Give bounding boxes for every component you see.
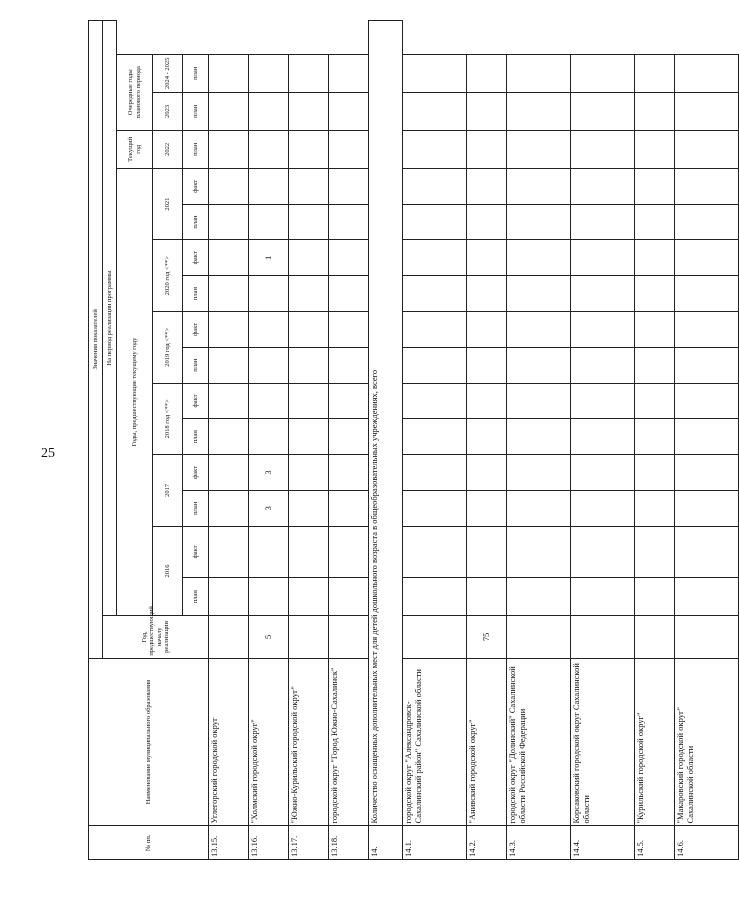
value-cell	[635, 578, 675, 616]
value-cell	[289, 383, 329, 419]
value-cell	[209, 578, 249, 616]
value-cell	[403, 168, 467, 204]
value-cell	[249, 578, 289, 616]
value-cell	[329, 383, 369, 419]
value-cell	[635, 526, 675, 577]
municipality-name: "Курильский городской округ"	[635, 658, 675, 826]
year-header: 2019 год <**>	[153, 312, 183, 384]
row-number: 14.1.	[403, 826, 467, 860]
section-title: Количество оснащенных дополнительных мест для детей дошкольного возраста в общеобразовательных учреждениях, всего	[369, 21, 403, 826]
value-cell	[635, 312, 675, 348]
row-number: 13.15.	[209, 826, 249, 860]
pre-year-value	[571, 616, 635, 659]
value-cell	[571, 383, 635, 419]
value-cell	[209, 168, 249, 204]
value-cell	[467, 490, 507, 526]
value-cell	[209, 455, 249, 491]
plan-header: план	[183, 204, 209, 240]
row-number: 14.4.	[571, 826, 635, 860]
plan-header: план	[183, 54, 209, 92]
value-cell	[209, 130, 249, 168]
value-cell	[467, 276, 507, 312]
table-row	[403, 21, 467, 860]
value-cell	[571, 490, 635, 526]
value-cell	[289, 54, 329, 92]
value-cell	[329, 419, 369, 455]
value-cell	[571, 240, 635, 276]
value-cell	[507, 578, 571, 616]
value-cell	[289, 130, 329, 168]
pre-year-value	[209, 616, 249, 659]
value-cell	[403, 419, 467, 455]
value-cell	[675, 276, 739, 312]
next-years-header: Очередные годы планового периода	[117, 54, 153, 130]
value-cell	[289, 168, 329, 204]
value-cell	[329, 168, 369, 204]
pre-year-value: 5	[249, 616, 289, 659]
value-cell	[403, 526, 467, 577]
indicator-table	[88, 20, 739, 860]
value-cell	[675, 240, 739, 276]
value-cell	[249, 312, 289, 348]
fact-header: факт	[183, 455, 209, 491]
period-title: На период реализации программы	[103, 21, 117, 616]
value-cell	[329, 54, 369, 92]
value-cell	[403, 490, 467, 526]
value-cell	[507, 276, 571, 312]
value-cell	[507, 168, 571, 204]
value-cell	[675, 168, 739, 204]
municipality-name: "Макаровский городской округ" Сахалинской области	[675, 658, 739, 826]
year-header: 2021	[153, 168, 183, 240]
value-cell	[289, 312, 329, 348]
value-cell: 1	[249, 240, 289, 276]
value-cell	[329, 276, 369, 312]
value-cell	[635, 130, 675, 168]
value-cell	[467, 383, 507, 419]
value-cell	[571, 54, 635, 92]
plan-header: план	[183, 490, 209, 526]
value-cell	[289, 204, 329, 240]
year-header: 2016	[153, 526, 183, 615]
table-row	[507, 21, 571, 860]
value-cell	[289, 347, 329, 383]
value-cell	[329, 455, 369, 491]
municipality-name: "Южно-Курильский городской округ"	[289, 658, 329, 826]
municipality-name: "Холмский городской округ"	[249, 658, 289, 826]
value-cell	[209, 347, 249, 383]
value-cell	[635, 347, 675, 383]
value-cell	[675, 490, 739, 526]
row-number: 14.6.	[675, 826, 739, 860]
row-number: 14.5.	[635, 826, 675, 860]
value-cell	[507, 312, 571, 348]
value-cell	[249, 276, 289, 312]
municipality-name: "Анивский городской округ"	[467, 658, 507, 826]
value-cell	[635, 92, 675, 130]
value-cell	[329, 130, 369, 168]
value-cell	[635, 419, 675, 455]
table-row	[675, 21, 739, 860]
value-cell	[329, 92, 369, 130]
fact-header: факт	[183, 240, 209, 276]
value-cell	[571, 578, 635, 616]
value-cell	[249, 168, 289, 204]
year-header: 2023	[153, 92, 183, 130]
year-header: 2020 год <**>	[153, 240, 183, 312]
value-cell	[507, 54, 571, 92]
value-cell	[507, 490, 571, 526]
value-cell	[403, 578, 467, 616]
value-cell	[249, 204, 289, 240]
value-cell	[209, 383, 249, 419]
municipality-name: Корсаковский городской округ Сахалинской области	[571, 658, 635, 826]
year-header: 2017	[153, 455, 183, 527]
value-cell	[329, 578, 369, 616]
value-cell	[467, 54, 507, 92]
value-cell	[635, 204, 675, 240]
value-cell: 3	[249, 455, 289, 491]
value-cell	[635, 54, 675, 92]
value-cell	[467, 204, 507, 240]
value-cell	[635, 490, 675, 526]
row-number: 13.16.	[249, 826, 289, 860]
value-cell	[675, 347, 739, 383]
value-cell	[507, 383, 571, 419]
value-cell	[403, 54, 467, 92]
pre-year-value	[289, 616, 329, 659]
section-row	[369, 21, 403, 860]
value-cell	[675, 312, 739, 348]
value-cell	[403, 92, 467, 130]
value-cell	[507, 347, 571, 383]
value-cell	[403, 312, 467, 348]
year-header: 2022	[153, 130, 183, 168]
value-cell	[467, 240, 507, 276]
value-cell	[209, 204, 249, 240]
value-cell	[209, 240, 249, 276]
row-number: 13.18.	[329, 826, 369, 860]
value-cell	[571, 276, 635, 312]
value-cell	[507, 526, 571, 577]
value-cell	[507, 419, 571, 455]
row-number: 14.3.	[507, 826, 571, 860]
indicator-table-rotated	[88, 20, 695, 860]
plan-header: план	[183, 92, 209, 130]
pre-year-value	[403, 616, 467, 659]
value-cell	[403, 347, 467, 383]
table-row	[571, 21, 635, 860]
year-header: 2018 год <**>	[153, 383, 183, 455]
plan-header: план	[183, 130, 209, 168]
col-num-header: № пп.	[89, 826, 209, 860]
value-cell	[289, 578, 329, 616]
value-cell	[675, 54, 739, 92]
value-cell	[403, 240, 467, 276]
value-cell	[289, 240, 329, 276]
value-cell	[571, 526, 635, 577]
value-cell	[289, 526, 329, 577]
value-cell	[209, 54, 249, 92]
fact-header: факт	[183, 383, 209, 419]
value-cell	[209, 419, 249, 455]
value-cell	[571, 130, 635, 168]
value-cell	[467, 312, 507, 348]
col-name-header: Наименование муниципального образования	[89, 658, 209, 826]
row-number: 14.	[369, 826, 403, 860]
value-cell	[507, 204, 571, 240]
value-cell	[635, 276, 675, 312]
value-cell: 3	[249, 490, 289, 526]
pre-year-value	[635, 616, 675, 659]
pre-year-value	[329, 616, 369, 659]
value-cell	[403, 276, 467, 312]
value-cell	[571, 455, 635, 491]
value-cell	[209, 526, 249, 577]
value-cell	[289, 92, 329, 130]
value-cell	[403, 383, 467, 419]
page-number: 25	[41, 446, 55, 461]
year-before-header: Год, предшествующий началу реализации	[103, 616, 209, 659]
table-row	[209, 21, 249, 860]
value-cell	[675, 383, 739, 419]
value-cell	[329, 526, 369, 577]
plan-header: план	[183, 578, 209, 616]
value-cell	[329, 240, 369, 276]
value-cell	[467, 419, 507, 455]
value-cell	[571, 347, 635, 383]
value-cell	[249, 526, 289, 577]
row-number: 13.17.	[289, 826, 329, 860]
value-cell	[571, 204, 635, 240]
value-cell	[675, 526, 739, 577]
value-cell	[675, 455, 739, 491]
table-row	[467, 21, 507, 860]
value-cell	[403, 130, 467, 168]
value-cell	[209, 312, 249, 348]
value-cell	[289, 276, 329, 312]
value-cell	[289, 455, 329, 491]
value-cell	[675, 419, 739, 455]
values-title: Значения показателей	[89, 21, 103, 659]
table-row	[289, 21, 329, 860]
value-cell	[403, 204, 467, 240]
value-cell	[467, 130, 507, 168]
value-cell	[675, 578, 739, 616]
municipality-name: Углегорский городской округ	[209, 658, 249, 826]
pre-year-value: 75	[467, 616, 507, 659]
value-cell	[675, 92, 739, 130]
value-cell	[507, 455, 571, 491]
value-cell	[467, 455, 507, 491]
municipality-name: городской округ "Долинский" Сахалинской области Российской Федерации	[507, 658, 571, 826]
value-cell	[329, 204, 369, 240]
fact-header: факт	[183, 526, 209, 577]
value-cell	[635, 383, 675, 419]
municipality-name: городской округ "Город Южно-Сахалинск"	[329, 658, 369, 826]
value-cell	[507, 130, 571, 168]
value-cell	[249, 92, 289, 130]
value-cell	[675, 130, 739, 168]
plan-header: план	[183, 347, 209, 383]
value-cell	[249, 54, 289, 92]
value-cell	[571, 419, 635, 455]
current-year-header: Текущий год	[117, 130, 153, 168]
row-number: 14.2.	[467, 826, 507, 860]
value-cell	[467, 347, 507, 383]
value-cell	[209, 276, 249, 312]
value-cell	[571, 168, 635, 204]
value-cell	[329, 347, 369, 383]
value-cell	[507, 240, 571, 276]
value-cell	[467, 578, 507, 616]
years-prev-header: Годы, предшествующие текущему году	[117, 168, 153, 615]
value-cell	[403, 455, 467, 491]
fact-header: факт	[183, 312, 209, 348]
value-cell	[507, 92, 571, 130]
value-cell	[249, 130, 289, 168]
table-row	[635, 21, 675, 860]
value-cell	[467, 168, 507, 204]
value-cell	[467, 92, 507, 130]
value-cell	[329, 490, 369, 526]
plan-header: план	[183, 419, 209, 455]
value-cell	[571, 92, 635, 130]
value-cell	[289, 490, 329, 526]
value-cell	[209, 490, 249, 526]
table-row	[249, 21, 289, 860]
value-cell	[635, 168, 675, 204]
municipality-name: городской округ "Александровск-Сахалинский район" Сахалинской области	[403, 658, 467, 826]
value-cell	[329, 312, 369, 348]
value-cell	[635, 455, 675, 491]
table-row	[329, 21, 369, 860]
fact-header: факт	[183, 168, 209, 204]
value-cell	[249, 347, 289, 383]
pre-year-value	[675, 616, 739, 659]
value-cell	[249, 419, 289, 455]
value-cell	[209, 92, 249, 130]
value-cell	[467, 526, 507, 577]
value-cell	[571, 312, 635, 348]
pre-year-value	[507, 616, 571, 659]
value-cell	[289, 419, 329, 455]
value-cell	[635, 240, 675, 276]
value-cell	[675, 204, 739, 240]
value-cell	[249, 383, 289, 419]
year-header: 2024 - 2025	[153, 54, 183, 92]
plan-header: план	[183, 276, 209, 312]
